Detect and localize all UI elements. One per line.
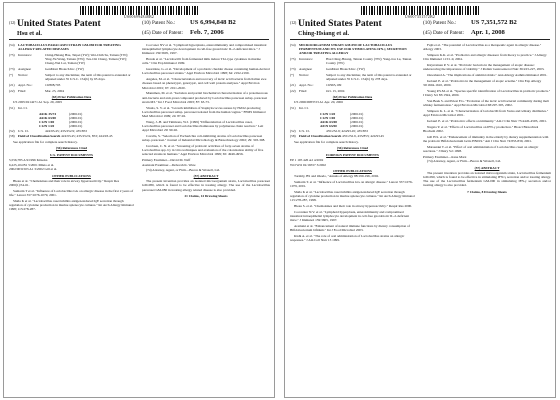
attorney: (74) Attorney, Agent, or Firm—Bacon & Wrazell, Ltd. [427,159,502,164]
intcl-year: (2006.01) [69,120,83,125]
biblio-field [9,73,134,81]
date-value: Feb. 7, 2006 [190,29,224,36]
patent-number-value: US 7,351,572 B2 [471,19,517,26]
field-label: Field of Classification Search [299,134,342,139]
uscl-field [290,129,415,133]
list-item: Bleau et al. "Chemokines and their role in airway hyperreactivity." Respir Res 2000(1):54-61. [9,178,120,188]
other-pubs-list [290,174,415,242]
title-field [290,43,415,56]
prior-pub-heading: (65) Prior Publication Data [51,95,92,99]
field-label: Assignee: [18,67,32,72]
field-value: 424/93.45; 435/252.9; 435/853 [45,128,88,133]
field-code: (73) [9,67,15,72]
field-code: (*) [9,73,13,77]
list-item: Fujii et al. "The potential of Lactobacillus as a therapeutic agent in allergic disease." Allergy 2003. [423,43,542,52]
field-label: Appl. No.: [299,83,314,87]
list-item: Ouwehand A. "The implications of antimicrobials." Ann Allergy Asthma Immunol 2001. [427,73,548,77]
field-label: Assignee: [299,67,313,72]
field-value: 10/965,109 [326,83,342,87]
left-column [290,43,415,244]
patent-page-left [3,2,275,398]
biblio-field [290,89,415,93]
biblio-fields [9,53,134,93]
abstract-heading: (57) ABSTRACT [193,174,219,179]
date-value: Apr. 1, 2008 [471,29,505,36]
list-item: Aramaki et al. "Enhancement of natural immune functions by dietary consumption of Bifidobacterium bifidum." Int J Food Microbiol 2003. [290,224,410,233]
date-label: (45) Date of Patent: [142,30,184,36]
list-item: Van Beek S. and Priest F.G. "Evolution of the lactic acid bacterial community during malt whisky fermentation." Appl Environ Microbiol 68:297-305, 2002. [423,98,549,107]
field-label: Notice: [299,73,309,77]
intcl-year: (2006.01) [350,124,364,129]
primary-examiner: Primary Examiner—Irene Marx [423,154,467,159]
abstract-text: The present invention provides an isolated microorganism strain, Lactobacillus paracasei GM-080, which is found to be effective in treating allergy. The use of the Lactobacillus paracasei GM-080 in treating allergy related disease is also provided. [142,179,270,192]
field-label: Filed: [18,88,26,93]
field-code: (21) [9,83,15,87]
field-code: (51) [9,106,15,110]
primary-examiner: Primary Examiner—David M. Naff [142,158,191,163]
biblio-field [9,67,134,71]
field-value: Oct. 15, 2004 [326,88,345,93]
biblio-field [290,73,415,81]
foreign-docs-list [290,158,415,167]
patent-page-right [284,2,556,398]
refs-heading: (56) References Cited [336,146,368,151]
field-code: (58) [290,134,296,139]
other-pubs-list [9,179,134,212]
list-item: Cavalla, S. "Selection of Escherichia coli-inhibiting strains of Lactobacillus paracasei subsp. paracasei." Journal of Industrial Microbiology & Biotechnology 2002; 29: 303-308. [142,134,266,143]
us-docs-list [9,158,134,172]
biblio-field [9,89,134,93]
header-rule [9,39,269,40]
field-label: Appl. No.: [18,83,33,87]
foreign-docs-heading: FOREIGN PATENT DOCUMENTS [326,152,379,157]
barcode-image [361,6,479,15]
patent-number-value: US 6,994,848 B2 [190,19,236,26]
field-label: Int. Cl. [18,106,28,110]
title-code: (54) [290,43,296,47]
intcl-class: A61K 63/00 [320,120,338,125]
intcl-class: A01N 63/00 [320,124,337,129]
barcode-number: US007351572B2 [404,15,436,19]
other-pub-heading: OTHER PUBLICATIONS [333,168,372,173]
intcl-year: (2006.01) [69,116,83,120]
list-item: Kishi A. et al. "The role of oral administration of Lactobacillus strains on allergic responses." J Am Coll Nutr 13 1999. [290,234,405,243]
list-item: EP 1 195 426 A2 4/2002 [290,157,324,162]
list-item: Shida K et al. "Lactobacillus casei inhibits antigen-induced IgE secretion through regulation of cytokine production in murine splenocyte cultures." Int Arch Allergy Immunol 115:278-287, 1998. [290,189,415,203]
assistant-examiner: Assistant Examiner—Deborah K. Ware [142,163,196,168]
field-value: 424/93.45; 435/252.9, 853; 424/93.45 [61,134,113,139]
field-search-note: See application file for complete search history. [294,140,359,145]
list-item: Honda et al. "Lactobacilli from fermented milk induce Th1-type cytokines in murine cells." Clin Exp Immunol 1999. [142,57,261,66]
field-label: Filed: [299,88,307,93]
intcl-class: C12N 1/00 [39,120,55,125]
list-item: Jacobsen, C. N. et al. "Screening of probiotic activities of forty-seven strains of Lactobacillus spp. by in vitro techniques and evaluation of the colonization ability of five selected strains in humans." Appl Environ Microbiol 1999; 65: 4949-4956. [142,144,264,157]
prior-pub-value: US 2005/0214271 A1 Sep. 29, 2005 [13,100,63,105]
list-item: 6,225,104 B1 5/2001 Mikio et al. [9,162,55,167]
title-field [9,43,134,51]
abstract-heading: (57) ABSTRACT [474,165,500,170]
intcl-year: (2006.01) [350,116,364,120]
field-code: (21) [290,83,296,87]
list-item: Mannmen, M. et al. "Isolation and partial biochemical characterization of a proteinaceous anti-bacteria and anti-yeast compound produced by Lactobacillus paracasei subsp. paracasei strain M3." Int J Food Microbiol 2003; 87: 63-73. [142,91,268,104]
field-code: (58) [9,134,15,139]
field-value: Hsu Ching-Hsiang, Tainan County (TW); Yang-Jou Lu, Tainan County (TW) [326,57,412,66]
field-code: (75) [9,53,15,57]
attorney: (74) Attorney, Agent, or Firm—Bacon & Wrazell, Ltd. [146,167,221,172]
field-label: Inventors: [299,57,313,62]
field-code: (51) [290,106,296,110]
prior-pub-heading: (65) Prior Publication Data [332,95,373,99]
header-rule [290,39,550,40]
field-label: Int. Cl. [299,106,309,110]
pubs-continued [142,43,270,157]
field-search [9,134,134,138]
intcl-class: A61K 63/00 [39,116,57,120]
other-pub-heading: OTHER PUBLICATIONS [52,173,91,178]
barcode-number: US006994848B2 [123,15,155,19]
list-item: Cocconer NV et al. "Lymphoid hyperplasia, enteroimmunity and compromised intestinal intraepithelial lymphocyte development in cell-free gnotobiotic IL-2-deficient mice." J Immunol 159:3605, 1997. [142,43,267,56]
field-code: (22) [9,88,15,93]
field-code: (22) [290,88,296,93]
intcl-year: (2006.01) [350,111,364,116]
field-code: (*) [290,73,294,77]
field-value: 10/808,703 [45,83,61,87]
list-item: Sumarin T. et al. "Influence of Lactobacillus GG on allergic disease." Lancet 357:1076-1079, 2001. [290,179,413,189]
list-item: Angeles, M. et al. "Characterization and recovery of lactic acid bacteria from Italian ewe cheeses based on phenotypic, genotypic, and cell wall protein analyses." Appl Environ Microbiol 2001; 67: 2011-2020. [142,77,267,90]
doc-type-title: United States Patent [298,18,382,29]
field-value: GenMont Biotech Inc. (TW) [45,67,84,72]
field-label: Field of Classification Search [18,134,61,139]
biblio-fields [290,57,415,93]
patent-number-label: (10) Patent No.: [142,20,176,26]
biblio-field [290,83,415,87]
field-label: U.S. Cl. [299,128,310,133]
biblio-field [9,53,134,66]
list-item: 5,556,785 A 9/1996 Kitaoka [9,157,48,162]
title-code: (54) [9,43,15,47]
intcl-field [290,106,415,110]
right-column [423,43,551,194]
list-item: Bleau S. et al. "Chemokines and their role in airway hyperreactivity." Respir Res 2000. [294,204,413,209]
refs-heading: (56) References Cited [55,146,87,151]
list-item: Coconnier N.V. et al. "Lymphoid hyperplasia, enteroimmunity and compromised intestinal intraepithelial lymphocyte development in cell-free gnotobiotic IL-2-deficient mice." J Immunol 159:3605, 1997. [290,209,410,223]
inventor-name: Ching-Hsiang et al. [298,30,350,37]
biblio-field [290,57,415,65]
prior-pub-value: US 2006/0083723 A1 Apr. 20, 2006 [294,100,343,105]
field-code: (75) [290,57,296,62]
date-label: (45) Date of Patent: [423,30,465,36]
list-item: Isolauri E. et al. "Probiotics in the management of atopic eczema." Clin Exp Allergy 30:1604-1610, 2000. [423,78,542,87]
field-value: Subject to any disclaimer, the term of this patent is extended or adjusted under 35 U.S.C. 154(b) by 65 days. [45,73,131,82]
barcode-image [80,6,198,15]
right-column [142,43,270,198]
list-item: WO WO 02/16557 3/2002 [290,162,327,167]
list-item: Matsuzaki T. et al. "Effect of oral administration of Lactobacillus casei on allergic reactions." J Dairy Sci 1998. [423,144,539,153]
pubs-continued [423,43,551,153]
intcl-year: (2006.01) [69,124,83,129]
field-value: Ching-Hsiang Hsu, Taipei (TW); Wei-Chih Su, Tainan (TW); Ying-Yu Wang, Tainan (TW); Tze-Chi Chang, Tainan (TW); Cheng-Wei Lai, Tainan (TW) [45,53,129,66]
inventor-name: Hsu et al. [17,30,42,37]
biblio-field [9,83,134,87]
list-item: Shida K et al. "Lactobacillus casei inhibits antigen-induced IgE secretion through regulation of cytokine production in murine splenocyte cultures." Int Arch Allergy Immunol 1998; 115:278-287. [9,198,134,212]
claims-count: 21 Claims, 14 Drawing Sheets [184,193,228,198]
field-code: (73) [290,67,296,72]
field-code: (52) [290,128,296,133]
list-item: Young P.S.M. et al. "Species specific identification of Lactobacillus in probiotic products." J Dairy Sci 83:1594, 2000. [423,88,551,97]
list-item: 2002/0031503 A1 3/2002 Gill et al. [9,167,58,172]
field-search-note: See application file for complete search history. [13,140,78,145]
list-item: Vinals, S. V. et al. "Growth inhibition of Staphylococcus aureus by H2O2-producing Lactobacillus paracasei subsp. paracasei isolated from the human vagina." FEMS Immunol Med Microbiol 1999; 24: 87-92. [142,105,266,119]
intcl-class: C12N 1/20 [320,111,336,116]
intcl-list [9,112,134,129]
list-item: Simpson K.K. et al. "Probiotics and allergic diseases: from theory to practice." J Allergy Clin Immunol 113:1-9, 2004. [423,53,547,62]
us-docs-heading: U.S. PATENT DOCUMENTS [50,152,93,157]
list-item: Isolauri E. et al. "Probiotics: effects on immunity." Am J Clin Nutr 73:444S-450S, 2001. [427,118,547,123]
field-value: GenMont Biotech Inc. (TW) [326,67,365,72]
patent-number-label: (10) Patent No.: [423,20,457,26]
intcl-class: C12N 1/00 [320,116,336,120]
field-value: Subject to any disclaimer, the term of this patent is extended or adjusted under 35 U.S.C. 154(b) by 278 days. [326,73,412,82]
uscl-field [9,129,134,133]
header-code: (12) [9,21,16,25]
abstract-text: The present invention provides an isolated microorganism strain, Lactobacillus fermentum GM-090, which is found to be effective in stimulating IFN-γ secretion and/or treating allergy. The use of the Lactobacillus fermentum GM-090 in stimulating IFN-γ secretion and/or treating allergy is also provided. [423,170,551,188]
list-item: Tornhly, BS and Okado, "Annals of Allergy 88:190-196, 2002. [294,174,380,179]
list-item: Guaridare, G. et al. "Development of a probiotic cheddar cheese containing human-derived Lactobacillus paracasei strains." Appl Environ Microbiol 1998; 64: 2192-2199. [142,67,270,76]
field-value: Mar. 25, 2004 [45,88,65,93]
field-value: 435/252.9; 424/93.45; 435/853 [326,128,369,133]
intcl-list [290,112,415,129]
intcl-field [9,106,134,110]
list-item: Kirjavainen P. V. et al. "Probiotic bacteria in the management of atopic disease: underscoring the importance of viability." J Pediatr Gastroenterol Nutr 36:223-227, 2003. [423,63,545,72]
field-value: 435/252.9, 435/853; 424/93.45 [342,134,385,139]
intcl-class: C12N 1/20 [39,124,55,129]
left-column [9,43,134,213]
field-label: Notice: [18,73,28,77]
field-label: Inventors: [18,53,32,57]
intcl-class: A61K 35/74 [39,111,57,116]
list-item: Nagata Y. et al. "Effects of Lactobacillus on IFN-γ production." Biosci Biotechnol Biochem 2002. [423,124,539,133]
list-item: Gill H.S. et al. "Enhancement of immunity in the elderly by dietary supplementation with the probiotic Bifidobacterium lactis HN019." Am J Clin Nutr 74:833-839, 2001. [423,134,549,143]
patent-title: MICROORGANISM STRAIN GM-090 OF LACTOBACILLUS FERMENTUM AND ITS USE FOR STIMULATING IFN-γ SECRETION AND/OR TREATING ALLERGY [299,43,407,56]
header-code: (12) [290,21,297,25]
field-search [290,134,415,138]
field-code: (52) [9,128,15,133]
doc-type-title: United States Patent [17,18,101,29]
claims-count: 7 Claims, 8 Drawing Sheets [467,189,507,194]
intcl-year: (2006.01) [69,111,83,116]
list-item: Sumarin T et al. "Influence of Lactobacillus GG on allergic disease in the first 2 years of life." Lancet 357:1076-1079, 2001. [9,188,134,198]
list-item: Wang, J.-H. and Timmons, W.J. (1999) "Differentiation of Lactobacillus casei, Lactobacillus paracasei and Lactobacillus rhamnosus by polymerase chain reaction." Lett Appl Microbiol 29: 90-92. [142,119,264,133]
field-label: U.S. Cl. [18,128,29,133]
intcl-year: (2006.01) [350,120,364,125]
biblio-field [290,67,415,71]
patent-title: LACTOBACILLUS PARACASEI STRAIN GM-080 FOR TREATING ALLERGY RELATED DISEASES [18,43,121,52]
list-item: Simpson K. L. et al. "Characterization of lactobacilli from Swiss and whisky distilleries." Appl Environ Microbiol 2001. [423,108,549,117]
